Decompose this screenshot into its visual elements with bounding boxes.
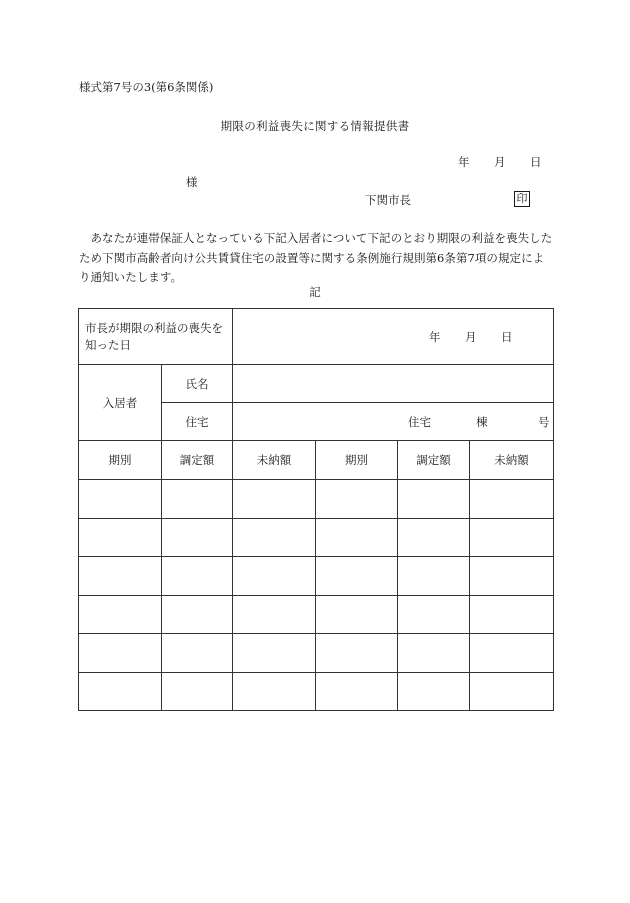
table-cell (470, 557, 554, 596)
table-cell (398, 634, 470, 673)
col-unpaid-1: 未納額 (233, 441, 316, 480)
date-day-label: 日 (530, 155, 542, 169)
table-cell (79, 480, 162, 519)
form-number: 様式第7号の3(第6条関係) (79, 80, 214, 94)
table-cell (316, 634, 398, 673)
table-cell (162, 595, 233, 634)
table-cell (162, 480, 233, 519)
table-row (79, 557, 554, 596)
table-cell (398, 557, 470, 596)
info-table (78, 308, 554, 711)
table-cell (470, 518, 554, 557)
table-cell (470, 634, 554, 673)
body-text: あなたが連帯保証人となっている下記入居者について下記のとおり期限の利益を喪失したため下関市高齢者向け公共賃貸住宅の設置等に関する条例施行規則第6条第7項の規定により通知いたします。 (79, 231, 553, 284)
known-date-year: 年 (429, 329, 441, 344)
table-cell (398, 518, 470, 557)
table-cell (233, 480, 316, 519)
housing-unit-label: 住宅 (408, 414, 431, 429)
table-cell (162, 557, 233, 596)
table-cell (398, 672, 470, 711)
table-row (79, 672, 554, 711)
table-cell (316, 518, 398, 557)
housing-value (233, 403, 554, 441)
table-cell (233, 557, 316, 596)
table-cell (316, 557, 398, 596)
table-cell (79, 672, 162, 711)
table-cell (316, 595, 398, 634)
name-value (233, 365, 554, 403)
known-date-day: 日 (501, 329, 513, 344)
table-cell (316, 480, 398, 519)
table-cell (79, 557, 162, 596)
col-unpaid-2: 未納額 (470, 441, 554, 480)
issue-date (458, 157, 542, 169)
table-cell (398, 480, 470, 519)
document-title: 期限の利益喪失に関する情報提供書 (220, 119, 410, 133)
name-label: 氏名 (162, 365, 233, 403)
table-row (79, 634, 554, 673)
known-date-label-line1: 市長が期限の利益の喪失を (85, 320, 223, 335)
known-date-row (79, 309, 554, 365)
ki-heading: 記 (309, 285, 321, 299)
known-date-label (79, 309, 233, 365)
known-date-value (233, 309, 554, 365)
known-date-month: 月 (465, 329, 477, 344)
column-header-row (79, 441, 554, 480)
housing-label: 住宅 (162, 403, 233, 441)
table-cell (162, 518, 233, 557)
table-row (79, 595, 554, 634)
col-assessed-1: 調定額 (162, 441, 233, 480)
col-assessed-2: 調定額 (398, 441, 470, 480)
table-cell (470, 672, 554, 711)
table-row (79, 518, 554, 557)
recipient-name: 様 (186, 175, 198, 189)
room-label: 号 (538, 414, 550, 429)
building-label: 棟 (476, 414, 488, 429)
table-cell (162, 672, 233, 711)
sender-name: 下関市長 (365, 193, 411, 207)
table-cell (398, 595, 470, 634)
col-period-1: 期別 (79, 441, 162, 480)
table-cell (79, 595, 162, 634)
table-cell (233, 634, 316, 673)
table-cell (470, 595, 554, 634)
date-year-label: 年 (458, 155, 470, 169)
resident-label: 入居者 (79, 365, 162, 441)
table-cell (233, 518, 316, 557)
table-cell (79, 518, 162, 557)
table-cell (79, 634, 162, 673)
table-cell (316, 672, 398, 711)
table-row (79, 480, 554, 519)
resident-name-row (79, 365, 554, 403)
known-date-label-line2: 知った日 (85, 337, 131, 352)
table-cell (233, 595, 316, 634)
col-period-2: 期別 (316, 441, 398, 480)
table-cell (233, 672, 316, 711)
date-month-label: 月 (494, 155, 506, 169)
table-cell (470, 480, 554, 519)
table-cell (162, 634, 233, 673)
seal-mark: 印 (514, 191, 530, 207)
